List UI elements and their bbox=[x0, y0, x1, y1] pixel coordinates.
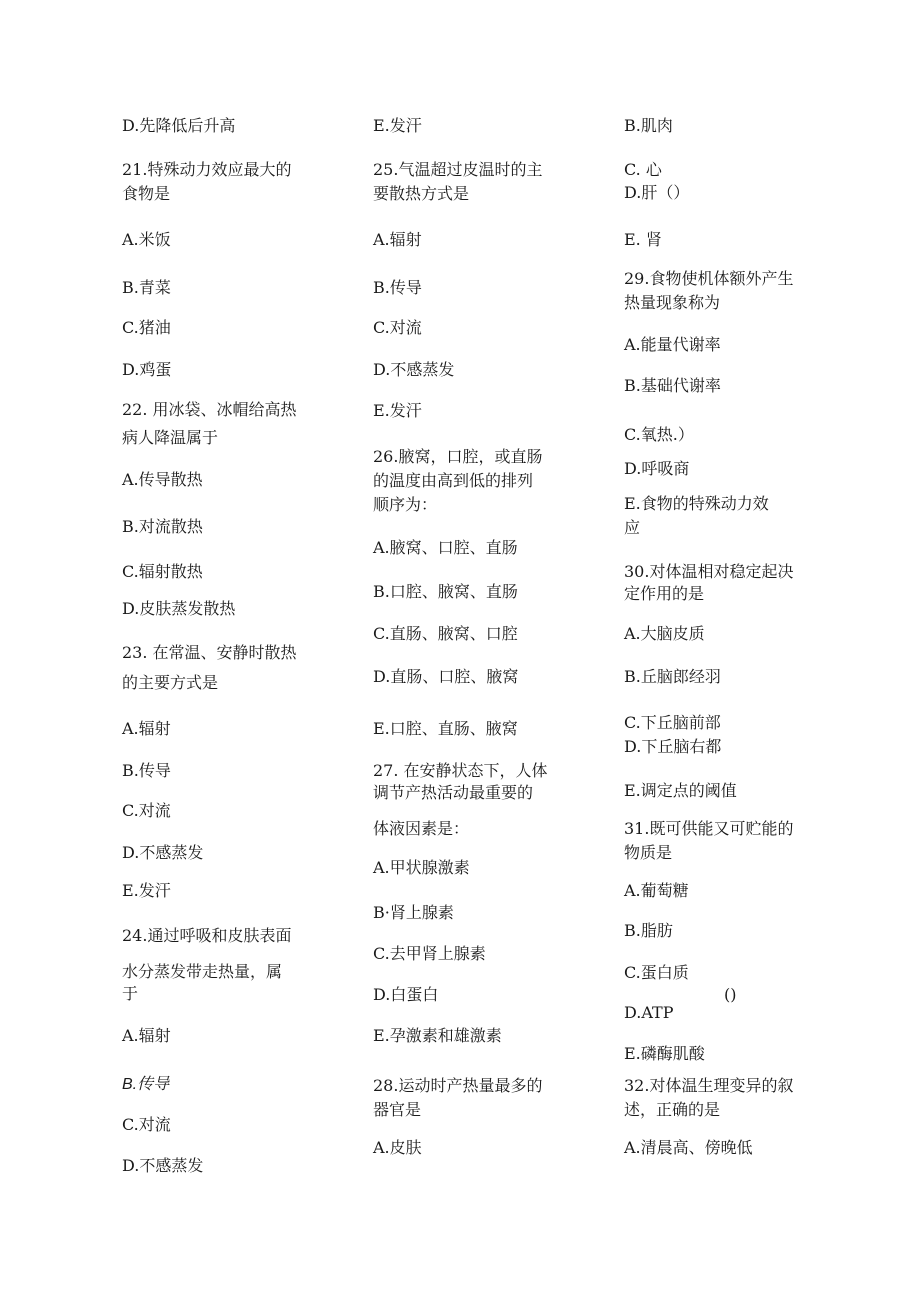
option-text: D.先降低后升高 bbox=[122, 116, 236, 135]
option-text: D.直肠、口腔、腋窝 bbox=[373, 667, 519, 686]
option-text: E. 肾 bbox=[624, 230, 662, 249]
question-22-text: 22. 用冰袋、冰帽给高热 bbox=[122, 400, 297, 419]
option-text: B.丘脑郎经羽 bbox=[624, 667, 721, 686]
question-23-text-cont: 的主要方式是 bbox=[122, 673, 219, 692]
option-text: B.肌肉 bbox=[624, 116, 673, 135]
question-21-text-cont: 食物是 bbox=[122, 184, 171, 203]
option-text: E.发汗 bbox=[373, 116, 422, 135]
question-27-text: 27. 在安静状态下，人体 bbox=[373, 761, 548, 780]
option-text: C.直肠、腋窝、口腔 bbox=[373, 624, 518, 643]
option-text: D.不感蒸发 bbox=[122, 843, 204, 862]
question-27-text-cont: 体液因素是： bbox=[373, 819, 470, 838]
option-text: C.猪油 bbox=[122, 318, 171, 337]
option-text: E.发汗 bbox=[373, 401, 422, 420]
question-24-text-cont: 水分蒸发带走热量，属 bbox=[122, 962, 283, 981]
option-text: C.辐射散热 bbox=[122, 562, 203, 581]
question-21-text: 21.特殊动力效应最大的 bbox=[122, 160, 292, 179]
question-28-text: 28.运动时产热量最多的 bbox=[373, 1076, 543, 1095]
option-text: E.发汗 bbox=[122, 881, 171, 900]
option-text: C.对流 bbox=[373, 318, 422, 337]
option-text: C.氧热.） bbox=[624, 425, 694, 444]
option-text: A.能量代谢率 bbox=[624, 335, 721, 354]
question-31-text-cont: 物质是 bbox=[624, 843, 673, 862]
question-30-text-cont: 定作用的是 bbox=[624, 584, 705, 603]
option-text: E.磷酶肌酸 bbox=[624, 1044, 705, 1063]
option-text: A.皮肤 bbox=[373, 1138, 422, 1157]
option-text: B.传导 bbox=[122, 761, 171, 780]
option-text: D.皮肤蒸发散热 bbox=[122, 599, 236, 618]
option-text-clipped: C.下丘脑前部 bbox=[624, 713, 721, 732]
question-27-text-cont: 调节产热活动最重要的 bbox=[373, 783, 534, 802]
option-text: D.肝（） bbox=[624, 183, 690, 202]
option-text: D.鸡蛋 bbox=[122, 360, 172, 379]
question-23-text: 23. 在常温、安静时散热 bbox=[122, 643, 297, 662]
option-text: A.大脑皮质 bbox=[624, 624, 705, 643]
option-text: C. 心 bbox=[624, 160, 662, 179]
option-text: A.腋窝、口腔、直肠 bbox=[373, 538, 518, 557]
question-24-text: 24.通过呼吸和皮肤表面 bbox=[122, 926, 292, 945]
option-text: A.清晨高、傍晚低 bbox=[624, 1138, 753, 1157]
option-text: A.葡萄糖 bbox=[624, 881, 689, 900]
option-text: B·肾上腺素 bbox=[373, 903, 454, 922]
question-32-text-cont: 述，正确的是 bbox=[624, 1100, 721, 1119]
option-text: E.口腔、直肠、腋窝 bbox=[373, 719, 518, 738]
question-31-text: 31.既可供能又可贮能的 bbox=[624, 819, 794, 838]
option-text: A.辐射 bbox=[373, 230, 422, 249]
option-text: D.不感蒸发 bbox=[122, 1156, 204, 1175]
option-text: C.对流 bbox=[122, 801, 171, 820]
option-text: D.下丘脑右都 bbox=[624, 737, 722, 756]
option-text: B.口腔、腋窝、直肠 bbox=[373, 582, 518, 601]
option-text: D.不感蒸发 bbox=[373, 360, 455, 379]
question-26-text-cont: 顺序为： bbox=[373, 495, 438, 514]
option-text: D.白蛋白 bbox=[373, 985, 439, 1004]
question-22-text-cont: 病人降温属于 bbox=[122, 428, 219, 447]
option-text: A.米饭 bbox=[122, 230, 171, 249]
option-text: B.传导 bbox=[373, 278, 422, 297]
question-30-text: 30.对体温相对稳定起决 bbox=[624, 562, 794, 581]
option-text: E.孕激素和雄激素 bbox=[373, 1026, 502, 1045]
option-text: D.呼吸商 bbox=[624, 459, 690, 478]
option-text: B.对流散热 bbox=[122, 517, 203, 536]
question-26-text-cont: 的温度由高到低的排列 bbox=[373, 471, 534, 490]
option-text: A.甲状腺激素 bbox=[373, 858, 470, 877]
question-26-text: 26.腋窝，口腔，或直肠 bbox=[373, 447, 543, 466]
option-text: C.去甲肾上腺素 bbox=[373, 944, 486, 963]
option-text: B.传导 bbox=[122, 1076, 170, 1093]
question-32-text: 32.对体温生理变异的叙 bbox=[624, 1076, 794, 1095]
question-25-text-cont: 要散热方式是 bbox=[373, 184, 470, 203]
blank-parentheses: () bbox=[724, 985, 737, 1004]
option-text: C.对流 bbox=[122, 1115, 171, 1134]
option-text: C.蛋白质 bbox=[624, 963, 689, 982]
option-text: A.辐射 bbox=[122, 719, 171, 738]
option-text: D.ATP bbox=[624, 1003, 674, 1022]
question-28-text-cont: 器官是 bbox=[373, 1100, 422, 1119]
option-text: E.调定点的阈值 bbox=[624, 781, 737, 800]
option-text: A.辐射 bbox=[122, 1026, 171, 1045]
question-24-text-cont: 于 bbox=[122, 984, 139, 1003]
question-29-text-cont: 热量现象称为 bbox=[624, 293, 721, 312]
option-text: A.传导散热 bbox=[122, 470, 203, 489]
option-text: E.食物的特殊动力效 bbox=[624, 494, 769, 513]
option-text: B.基础代谢率 bbox=[624, 376, 721, 395]
option-text: B.青菜 bbox=[122, 278, 171, 297]
option-text: B.脂肪 bbox=[624, 921, 673, 940]
option-text-cont: 应 bbox=[624, 518, 641, 537]
question-29-text: 29.食物使机体额外产生 bbox=[624, 269, 794, 288]
question-25-text: 25.气温超过皮温时的主 bbox=[373, 160, 543, 179]
